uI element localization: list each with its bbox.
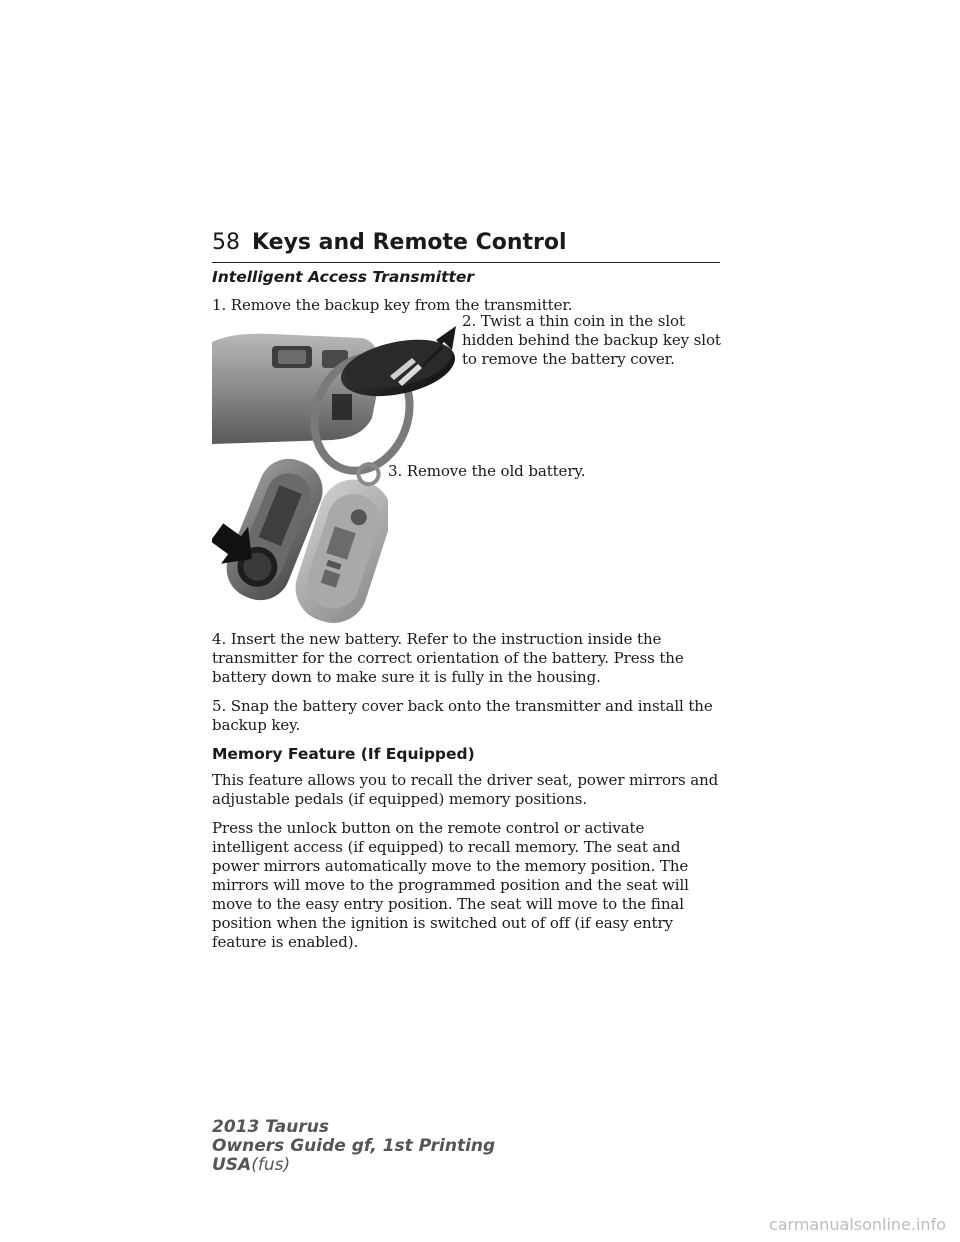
- page-footer: [212, 1118, 495, 1175]
- footer-region-code: (fus): [251, 1155, 291, 1175]
- step-2: 2. Twist a thin coin in the slot hidden behind the backup key slot to remove the battery cover.: [462, 312, 721, 368]
- section-heading-intelligent-access: Intelligent Access Transmitter: [212, 268, 475, 286]
- instructions-continued: [212, 630, 724, 962]
- page-number: 58: [212, 230, 240, 255]
- footer-guide: Owners Guide gf, 1st Printing: [212, 1136, 496, 1156]
- step-4: 4. Insert the new battery. Refer to the instruction inside the transmitter for the correct orientation of the battery. Press the battery down to make sure it is fully in the housing.: [212, 630, 684, 686]
- footer-model: 2013 Taurus: [212, 1117, 329, 1137]
- footer-region-country: USA: [212, 1155, 252, 1175]
- step-5: 5. Snap the battery cover back onto the transmitter and install the backup key.: [212, 697, 713, 734]
- page-header: [212, 228, 720, 263]
- figure-key-fob-battery-cover: [212, 298, 456, 478]
- page-content: [212, 268, 724, 951]
- step-1: 1. Remove the backup key from the transmitter.: [212, 296, 573, 314]
- section-heading-memory-feature: Memory Feature (If Equipped): [212, 745, 475, 763]
- watermark: carmanualsonline.info: [768, 1215, 946, 1234]
- memory-paragraph-2: Press the unlock button on the remote control or activate intelligent access (if equipped) to recall memory. The seat and power mirrors automatically move to the memory position. The mirrors will move to the programmed position and the seat will move to the easy entry position. The seat will move to the final position when the ignition is switched out of off (if easy entry feature is enabled).: [212, 819, 689, 951]
- figure-key-fob-opened: [212, 456, 388, 626]
- chapter-title: Keys and Remote Control: [252, 230, 567, 255]
- footer-region: [212, 1156, 495, 1175]
- step-3: 3. Remove the old battery.: [388, 462, 586, 480]
- memory-paragraph-1: This feature allows you to recall the driver seat, power mirrors and adjustable pedals (if equipped) memory positions.: [212, 771, 719, 808]
